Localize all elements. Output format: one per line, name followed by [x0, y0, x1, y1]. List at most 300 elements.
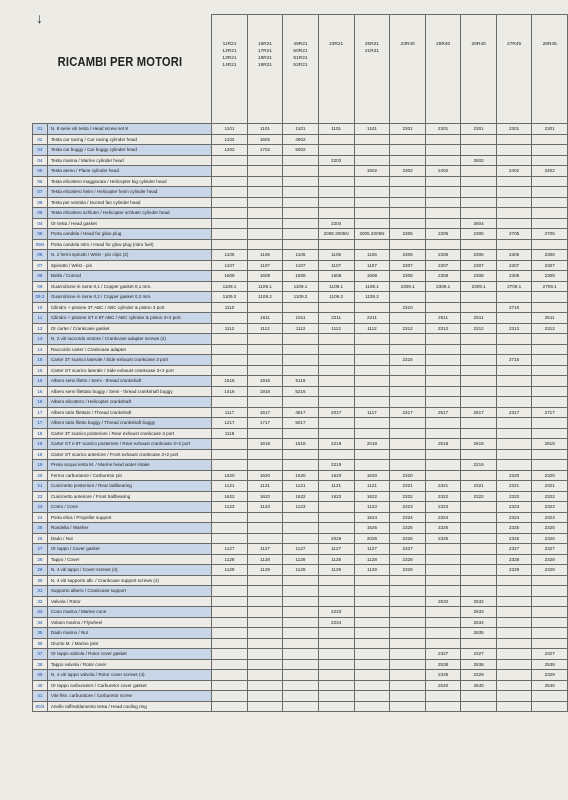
part-description: Cuscinetto anteriore / Front ballbearing — [47, 491, 211, 502]
row-number: 36 — [33, 638, 48, 649]
table-row — [33, 197, 568, 208]
part-code-cell: 2611 — [532, 313, 568, 324]
part-code-cell: 2308 — [496, 271, 532, 282]
part-code-cell — [354, 302, 390, 313]
part-code-cell — [354, 197, 390, 208]
row-number: 33 — [33, 607, 48, 618]
part-code-cell: 1622 — [354, 491, 390, 502]
table-row — [33, 575, 568, 586]
part-code-cell — [496, 575, 532, 586]
row-number: 25 — [33, 523, 48, 534]
model-code: 11R21 — [222, 42, 237, 47]
part-code-cell — [283, 460, 319, 471]
row-number: 34 — [33, 617, 48, 628]
part-code-cell — [247, 239, 283, 250]
part-description: Guarnizione in rame 0,2 / Copper gasket 0,2 mm. — [47, 292, 211, 303]
part-code-cell — [425, 302, 461, 313]
part-code-cell — [461, 533, 497, 544]
part-code-cell — [461, 355, 497, 366]
row-number: 31 — [33, 586, 48, 597]
part-code-cell — [283, 229, 319, 240]
table-row — [33, 145, 568, 156]
table-row — [33, 449, 568, 460]
part-code-cell: 1129 — [354, 565, 390, 576]
table-row — [33, 344, 568, 355]
part-description: Testa aereo / Plane cylinder head — [47, 166, 211, 177]
part-code-cell: 5017 — [283, 418, 319, 429]
part-description: Testa marina / Marine cylinder head — [47, 155, 211, 166]
part-code-cell — [247, 701, 283, 712]
part-code-cell — [425, 365, 461, 376]
part-code-cell — [461, 302, 497, 313]
part-code-cell: 1106 — [247, 250, 283, 261]
part-code-cell — [461, 691, 497, 702]
part-code-cell — [283, 680, 319, 691]
part-description: Albero tutto filetto buggy / Thread crankshaft buggy — [47, 418, 211, 429]
part-code-cell — [390, 607, 426, 618]
part-code-cell — [283, 649, 319, 660]
part-code-cell — [354, 239, 390, 250]
part-code-cell — [461, 166, 497, 177]
part-code-cell — [247, 512, 283, 523]
part-code-cell — [496, 197, 532, 208]
part-description: N. 4 viti supporto alb. / Crankcase support screws (4) — [47, 575, 211, 586]
part-code-cell — [212, 208, 248, 219]
part-code-cell: 2018 — [354, 439, 390, 450]
part-description: N. 4 viti tappo / Cover screws (4) — [47, 565, 211, 576]
part-code-cell: 1101 — [283, 124, 319, 135]
part-code-cell — [496, 439, 532, 450]
part-code-cell — [283, 701, 319, 712]
part-code-cell: 1109.2 — [283, 292, 319, 303]
part-code-cell — [354, 386, 390, 397]
part-code-cell — [390, 418, 426, 429]
part-code-cell — [318, 680, 354, 691]
arrow-icon: ↓ — [36, 10, 43, 26]
part-code-cell — [496, 386, 532, 397]
part-code-cell — [496, 638, 532, 649]
part-code-cell — [247, 397, 283, 408]
part-code-cell: 2305 — [425, 229, 461, 240]
part-code-cell — [390, 176, 426, 187]
part-code-cell: 1608 — [318, 271, 354, 282]
table-row — [33, 460, 568, 471]
part-code-cell: 2306 — [532, 250, 568, 261]
part-code-cell: 1916 — [247, 386, 283, 397]
part-code-cell: 1608 — [283, 271, 319, 282]
part-code-cell — [532, 607, 568, 618]
part-code-cell — [283, 691, 319, 702]
part-code-cell — [212, 649, 248, 660]
part-code-cell — [425, 607, 461, 618]
model-code: 28R45 — [542, 42, 557, 47]
table-row — [33, 628, 568, 639]
part-code-cell — [390, 428, 426, 439]
part-description: Or carter / Crankcase gasket — [47, 323, 211, 334]
model-code: 52R21 — [293, 63, 308, 68]
part-code-cell — [425, 355, 461, 366]
part-code-cell — [496, 134, 532, 145]
part-code-cell — [247, 649, 283, 660]
part-code-cell: 2323 — [425, 502, 461, 513]
part-code-cell — [532, 187, 568, 198]
part-code-cell — [354, 449, 390, 460]
part-code-cell: 2325 — [390, 523, 426, 534]
part-code-cell: 2540 — [532, 680, 568, 691]
part-code-cell — [461, 397, 497, 408]
part-code-cell — [532, 292, 568, 303]
part-code-cell: 2323 — [390, 502, 426, 513]
part-code-cell — [212, 176, 248, 187]
row-number: 40 — [33, 680, 48, 691]
table-row — [33, 586, 568, 597]
header-row — [33, 15, 568, 124]
part-code-cell — [354, 575, 390, 586]
table-row — [33, 565, 568, 576]
part-code-cell: 1608 — [247, 271, 283, 282]
part-code-cell — [390, 134, 426, 145]
part-code-cell — [354, 659, 390, 670]
row-number: 41 — [33, 691, 48, 702]
part-code-cell: 2305 — [390, 229, 426, 240]
part-code-cell — [247, 680, 283, 691]
part-description: Presa acqua testa M. / Marine head water intake — [47, 460, 211, 471]
part-code-cell — [212, 575, 248, 586]
part-code-cell — [461, 334, 497, 345]
part-code-cell — [532, 460, 568, 471]
part-code-cell: 2540 — [461, 680, 497, 691]
part-code-cell: 2306 — [390, 250, 426, 261]
part-code-cell — [212, 586, 248, 597]
part-code-cell — [318, 575, 354, 586]
table-row — [33, 638, 568, 649]
part-code-cell — [532, 628, 568, 639]
part-code-cell: 1101 — [212, 124, 248, 135]
part-code-cell — [390, 197, 426, 208]
part-code-cell: 1101 — [318, 124, 354, 135]
part-code-cell: 1525 — [354, 523, 390, 534]
row-number: 10 — [33, 302, 48, 313]
part-code-cell — [390, 659, 426, 670]
part-code-cell — [425, 691, 461, 702]
part-code-cell: 2312 — [532, 323, 568, 334]
part-code-cell: 1121 — [283, 481, 319, 492]
part-code-cell — [425, 470, 461, 481]
part-code-cell: 2317 — [496, 407, 532, 418]
part-code-cell — [461, 512, 497, 523]
part-code-cell — [461, 565, 497, 576]
part-code-cell — [496, 659, 532, 670]
part-code-cell — [390, 344, 426, 355]
part-code-cell — [425, 155, 461, 166]
row-number: 06 — [33, 250, 48, 261]
part-code-cell — [425, 428, 461, 439]
part-code-cell — [318, 302, 354, 313]
model-header — [247, 15, 283, 124]
part-code-cell — [212, 596, 248, 607]
table-row — [33, 439, 568, 450]
part-code-cell — [283, 344, 319, 355]
row-number: 20 — [33, 470, 48, 481]
part-code-cell — [461, 292, 497, 303]
part-code-cell: 2219 — [318, 460, 354, 471]
part-code-cell — [496, 334, 532, 345]
part-code-cell — [425, 376, 461, 387]
part-code-cell — [318, 418, 354, 429]
part-code-cell: 2818 — [532, 439, 568, 450]
row-number: 07 — [33, 260, 48, 271]
part-code-cell — [283, 166, 319, 177]
part-code-cell: 1117 — [354, 407, 390, 418]
part-code-cell — [390, 208, 426, 219]
part-code-cell: 2532 — [425, 596, 461, 607]
part-code-cell — [318, 502, 354, 513]
part-code-cell — [283, 523, 319, 534]
part-code-cell — [283, 197, 319, 208]
part-code-cell — [212, 166, 248, 177]
part-code-cell — [247, 176, 283, 187]
part-code-cell — [425, 701, 461, 712]
part-code-cell — [318, 134, 354, 145]
part-code-cell — [461, 575, 497, 586]
part-code-cell: 1127 — [247, 544, 283, 555]
part-code-cell: 2202 — [318, 155, 354, 166]
part-code-cell — [496, 155, 532, 166]
part-code-cell: 1109.2 — [318, 292, 354, 303]
part-code-cell: 2321 — [532, 481, 568, 492]
part-code-cell — [532, 365, 568, 376]
part-code-cell — [532, 428, 568, 439]
part-code-cell: 2324 — [532, 512, 568, 523]
part-code-cell — [532, 334, 568, 345]
part-code-cell — [318, 239, 354, 250]
part-code-cell: 2309.1 — [461, 281, 497, 292]
model-code: 49R21 — [293, 42, 308, 47]
part-code-cell: 2308 — [461, 271, 497, 282]
part-code-cell — [247, 659, 283, 670]
part-code-cell — [318, 670, 354, 681]
part-code-cell: 2705 — [532, 229, 568, 240]
part-code-cell: 2309.1 — [425, 281, 461, 292]
part-code-cell: 2709.1 — [496, 281, 532, 292]
table-row — [33, 617, 568, 628]
part-code-cell — [212, 365, 248, 376]
part-code-cell — [354, 355, 390, 366]
part-description: Or tappo / Cover gasket — [47, 544, 211, 555]
part-code-cell — [318, 649, 354, 660]
part-code-cell — [532, 617, 568, 628]
part-code-cell — [354, 460, 390, 471]
table-row — [33, 596, 568, 607]
row-number: 17 — [33, 418, 48, 429]
table-row — [33, 260, 568, 271]
part-code-cell — [318, 512, 354, 523]
part-code-cell — [318, 334, 354, 345]
table-row — [33, 365, 568, 376]
part-code-cell — [318, 365, 354, 376]
part-code-cell: 2402 — [425, 166, 461, 177]
part-code-cell — [461, 134, 497, 145]
model-code: 17R21 — [257, 49, 273, 54]
part-code-cell — [461, 187, 497, 198]
part-code-cell: 2309.1 — [390, 281, 426, 292]
part-code-cell — [283, 512, 319, 523]
part-code-cell — [318, 428, 354, 439]
part-code-cell — [212, 439, 248, 450]
part-code-cell: 2301 — [425, 124, 461, 135]
part-code-cell: 1109.2 — [212, 292, 248, 303]
part-code-cell: 1620 — [247, 470, 283, 481]
part-code-cell — [425, 344, 461, 355]
part-code-cell: 2511 — [425, 313, 461, 324]
part-code-cell — [461, 544, 497, 555]
row-number: 39 — [33, 670, 48, 681]
part-code-cell — [496, 344, 532, 355]
part-code-cell — [318, 397, 354, 408]
part-description: Biella / Conrod — [47, 271, 211, 282]
part-code-cell — [390, 680, 426, 691]
model-header — [461, 15, 497, 124]
part-code-cell: 2321 — [461, 481, 497, 492]
part-code-cell: 2326 — [532, 533, 568, 544]
row-number: 13 — [33, 334, 48, 345]
part-code-cell — [283, 428, 319, 439]
part-code-cell — [212, 460, 248, 471]
model-header — [354, 15, 390, 124]
part-code-cell — [496, 397, 532, 408]
table-row — [33, 271, 568, 282]
part-code-cell — [354, 628, 390, 639]
part-code-cell — [390, 586, 426, 597]
part-code-cell — [496, 187, 532, 198]
part-code-cell — [461, 428, 497, 439]
part-code-cell: 2604 — [461, 218, 497, 229]
part-description: Porta candela nitro / Head for glow plug (nitro fuel) — [47, 239, 211, 250]
part-code-cell — [532, 691, 568, 702]
part-description: Dado / Nut — [47, 533, 211, 544]
part-code-cell — [212, 355, 248, 366]
part-description: Dado marino / Nut — [47, 628, 211, 639]
part-code-cell: 1112 — [247, 323, 283, 334]
part-code-cell — [247, 628, 283, 639]
part-code-cell: 1121 — [354, 481, 390, 492]
part-code-cell — [354, 617, 390, 628]
part-code-cell: 2326 — [390, 533, 426, 544]
table-row — [33, 680, 568, 691]
part-code-cell — [461, 386, 497, 397]
part-description: Spinotto / Wrist - pin — [47, 260, 211, 271]
part-code-cell — [283, 355, 319, 366]
part-code-cell — [532, 197, 568, 208]
part-code-cell — [496, 680, 532, 691]
part-code-cell: 2322 — [461, 491, 497, 502]
part-code-cell — [247, 670, 283, 681]
part-code-cell — [354, 701, 390, 712]
part-code-cell — [390, 313, 426, 324]
part-code-cell: 1106 — [283, 250, 319, 261]
part-code-cell — [212, 523, 248, 534]
part-code-cell: 2305 — [461, 229, 497, 240]
part-code-cell: 2306 — [461, 250, 497, 261]
part-code-cell: 1916 — [247, 376, 283, 387]
part-code-cell — [212, 187, 248, 198]
parts-table — [32, 14, 568, 712]
part-code-cell — [212, 155, 248, 166]
part-code-cell: 2312 — [461, 323, 497, 334]
part-code-cell — [283, 176, 319, 187]
row-number: 06 — [33, 176, 48, 187]
table-row — [33, 323, 568, 334]
part-code-cell — [425, 292, 461, 303]
part-code-cell — [283, 607, 319, 618]
table-row — [33, 355, 568, 366]
part-code-cell — [390, 292, 426, 303]
table-row — [33, 544, 568, 555]
model-code: 16R21 — [257, 42, 273, 47]
part-code-cell: 2320 — [390, 470, 426, 481]
part-code-cell — [354, 418, 390, 429]
part-code-cell: 2321 — [496, 481, 532, 492]
part-description: Raccordo carter / Crankcase adapter — [47, 344, 211, 355]
part-code-cell: 1112 — [212, 323, 248, 334]
part-code-cell: 1109.1 — [247, 281, 283, 292]
part-code-cell — [212, 670, 248, 681]
table-row — [33, 155, 568, 166]
part-code-cell: 2538 — [461, 659, 497, 670]
table-row — [33, 334, 568, 345]
part-description: Testa per ventola / Ducted fan cylinder head — [47, 197, 211, 208]
part-code-cell — [532, 575, 568, 586]
part-description: Rondella / Washer — [47, 523, 211, 534]
part-code-cell: 1622 — [212, 491, 248, 502]
row-number: 15 — [33, 355, 48, 366]
part-code-cell — [390, 575, 426, 586]
part-code-cell: 1516 — [212, 376, 248, 387]
part-code-cell: 1101 — [354, 124, 390, 135]
table-row — [33, 691, 568, 702]
part-description: Or tappo valvola / Rotor cover gasket — [47, 649, 211, 660]
part-code-cell: 5216 — [283, 386, 319, 397]
part-code-cell — [283, 586, 319, 597]
part-code-cell — [247, 460, 283, 471]
table-row — [33, 533, 568, 544]
part-code-cell — [461, 523, 497, 534]
row-number: 19 — [33, 460, 48, 471]
part-code-cell: 1622 — [247, 491, 283, 502]
part-code-cell — [496, 428, 532, 439]
part-code-cell — [496, 670, 532, 681]
part-code-cell — [390, 439, 426, 450]
part-code-cell — [496, 649, 532, 660]
row-number: 37 — [33, 649, 48, 660]
part-code-cell: 2321 — [425, 481, 461, 492]
part-code-cell — [318, 523, 354, 534]
part-description: Testa elicottero maggiorata / Helicopter big cylinder head — [47, 176, 211, 187]
table-row — [33, 470, 568, 481]
part-code-cell: 1128 — [283, 554, 319, 565]
part-code-cell — [532, 418, 568, 429]
part-code-cell — [354, 176, 390, 187]
part-code-cell: 1112 — [318, 323, 354, 334]
part-code-cell: 2312 — [425, 323, 461, 334]
part-code-cell: 2211 — [318, 313, 354, 324]
table-row — [33, 701, 568, 712]
part-code-cell — [283, 155, 319, 166]
part-code-cell — [318, 449, 354, 460]
part-code-cell — [390, 691, 426, 702]
part-code-cell — [212, 691, 248, 702]
part-code-cell — [390, 365, 426, 376]
